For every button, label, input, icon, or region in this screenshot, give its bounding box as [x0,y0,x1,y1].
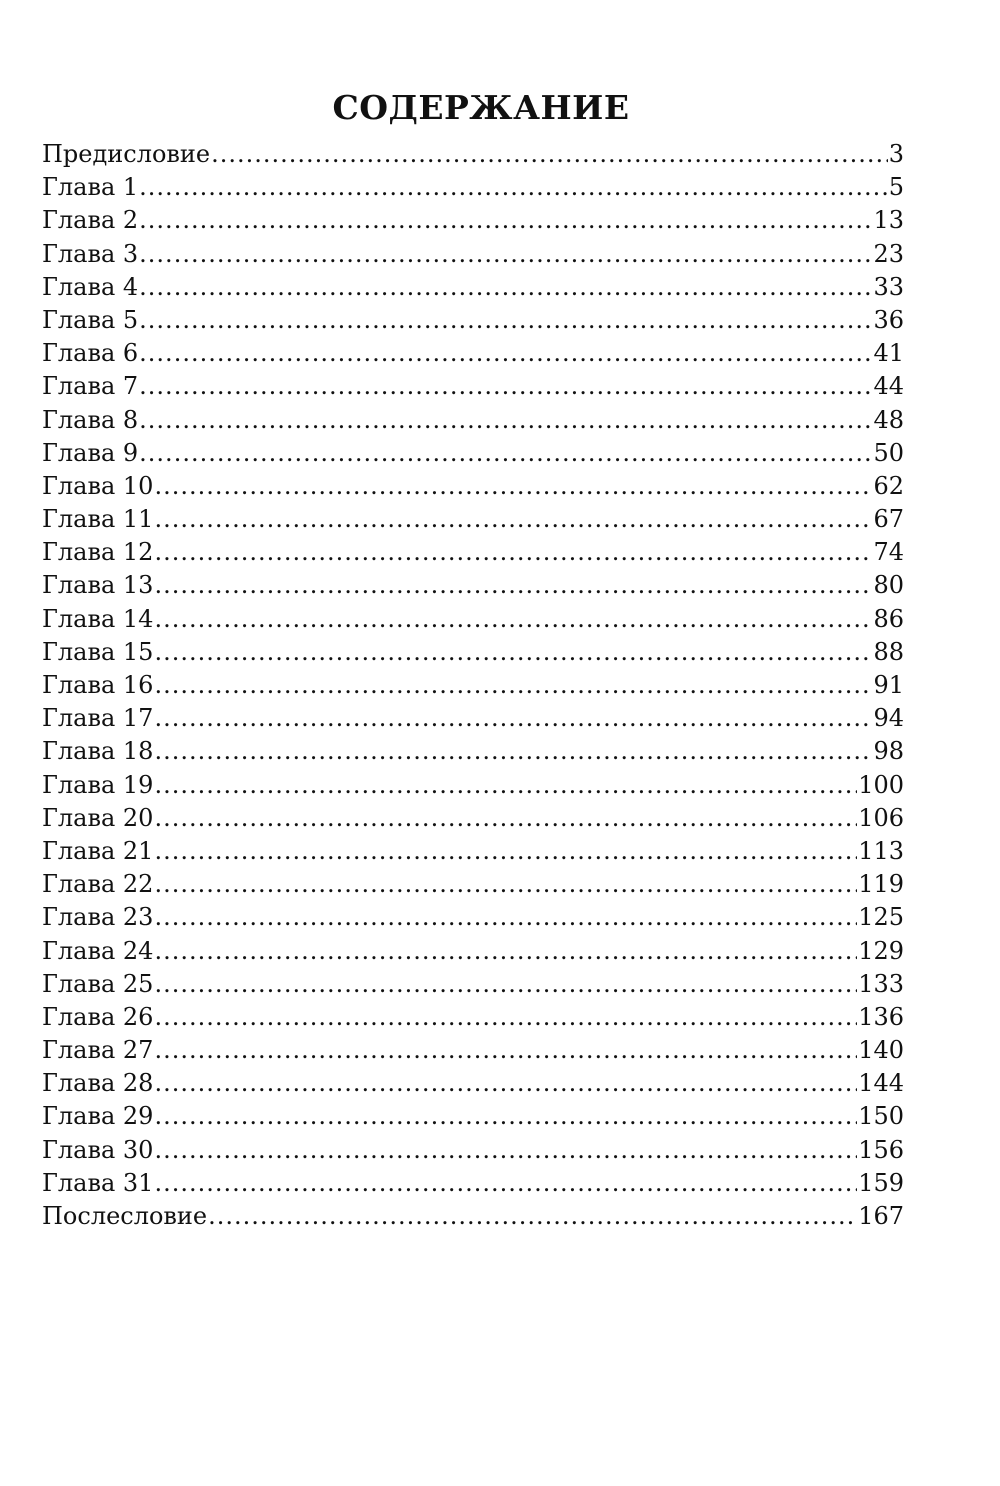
toc-entry-page-number: 44 [873,372,904,401]
toc-entry-page-number: 129 [858,936,904,965]
toc-entry [42,404,904,437]
toc-dot-leader [154,470,872,503]
toc-dot-leader [139,171,888,204]
toc-entry-label: Глава 17 [42,704,154,733]
toc-dot-leader [154,802,857,835]
toc-entry [42,1100,904,1133]
toc-entry-page-number: 62 [873,471,904,500]
toc-dot-leader [139,238,872,271]
toc-entry-label: Глава 21 [42,836,154,865]
toc-entry [42,901,904,934]
toc-entry [42,238,904,271]
toc-entry [42,1034,904,1067]
toc-entry-page-number: 86 [873,604,904,633]
toc-entry-label: Глава 10 [42,471,154,500]
toc-entry-page-number: 80 [873,571,904,600]
toc-entry-label: Глава 30 [42,1135,154,1164]
toc-dot-leader [154,1134,857,1167]
toc-entry-label: Глава 24 [42,936,154,965]
toc-entry [42,437,904,470]
toc-entry-page-number: 91 [873,671,904,699]
toc-entry-label: Послесловие [42,1202,208,1230]
toc-dot-leader [154,1100,857,1133]
toc-entry [42,370,904,403]
toc-dot-leader [154,1067,857,1100]
toc-dot-leader [139,337,872,370]
toc-dot-leader [154,503,872,536]
toc-entry-page-number: 144 [858,1069,904,1098]
toc-entry [42,1134,904,1167]
table-of-contents [42,138,904,1233]
toc-entry [42,702,904,735]
toc-entry-page-number: 156 [858,1135,904,1164]
toc-dot-leader [139,271,872,304]
toc-entry-page-number: 98 [873,737,904,766]
toc-entry [42,868,904,901]
toc-entry [42,470,904,503]
toc-dot-leader [154,1001,857,1034]
toc-entry [42,503,904,536]
toc-dot-leader [154,901,857,934]
toc-entry [42,271,904,304]
toc-entry-page-number: 13 [873,206,904,235]
toc-entry-page-number: 150 [858,1102,904,1131]
toc-dot-leader [139,304,872,337]
toc-entry-label: Глава 29 [42,1102,154,1131]
toc-entry-page-number: 41 [873,339,904,368]
toc-dot-leader [208,1200,857,1233]
toc-entry-label: Глава 28 [42,1069,154,1098]
toc-entry [42,968,904,1001]
toc-entry [42,1167,904,1200]
toc-entry-page-number: 88 [873,637,904,666]
toc-entry-label: Глава 14 [42,604,154,633]
toc-entry-page-number: 94 [873,704,904,733]
toc-entry-page-number: 140 [858,1036,904,1065]
toc-entry [42,1067,904,1100]
toc-entry [42,769,904,802]
toc-entry-page-number: 113 [858,836,904,865]
toc-entry-label: Глава 26 [42,1002,154,1031]
toc-entry-page-number: 48 [873,405,904,434]
toc-dot-leader [139,404,872,437]
toc-entry-page-number: 125 [858,903,904,932]
toc-entry [42,603,904,636]
toc-entry [42,835,904,868]
toc-dot-leader [154,569,872,602]
toc-entry-page-number: 100 [858,770,904,799]
toc-entry-label: Глава 23 [42,903,154,932]
toc-entry [42,337,904,370]
toc-entry [42,304,904,337]
toc-entry-label: Глава 27 [42,1036,154,1065]
toc-entry-label: Глава 16 [42,671,154,699]
toc-entry-page-number: 67 [873,505,904,534]
toc-entry [42,802,904,835]
toc-entry-label: Глава 5 [42,305,139,334]
toc-entry-page-number: 36 [873,305,904,334]
toc-dot-leader [139,370,872,403]
toc-entry [42,1200,904,1233]
toc-entry-label: Глава 25 [42,969,154,998]
toc-dot-leader [154,702,872,735]
toc-entry-label: Глава 4 [42,272,139,301]
toc-dot-leader [154,968,857,1001]
toc-entry [42,935,904,968]
toc-entry [42,569,904,602]
toc-dot-leader [154,636,872,669]
toc-entry-label: Глава 12 [42,538,154,567]
toc-entry-page-number: 136 [858,1002,904,1031]
toc-entry-label: Глава 22 [42,870,154,899]
toc-dot-leader [211,138,888,171]
toc-entry-label: Глава 1 [42,173,139,202]
toc-dot-leader [154,769,857,802]
toc-entry-page-number: 159 [858,1168,904,1197]
toc-dot-leader [154,669,872,702]
toc-entry-label: Глава 19 [42,770,154,799]
toc-entry-label: Глава 6 [42,339,139,368]
toc-entry-label: Глава 3 [42,239,139,268]
toc-entry-label: Глава 13 [42,571,154,600]
toc-entry-page-number: 133 [858,969,904,998]
toc-entry [42,204,904,237]
toc-entry [42,669,904,702]
toc-entry-label: Глава 8 [42,405,139,434]
toc-entry [42,536,904,569]
toc-entry-label: Глава 20 [42,803,154,832]
toc-entry [42,735,904,768]
toc-dot-leader [154,868,857,901]
toc-entry-page-number: 119 [858,870,904,899]
toc-entry-label: Глава 11 [42,505,154,534]
toc-entry-label: Предисловие [42,140,211,168]
toc-entry [42,171,904,204]
toc-entry-label: Глава 31 [42,1168,154,1197]
toc-entry-label: Глава 18 [42,737,154,766]
toc-dot-leader [154,935,857,968]
toc-entry-page-number: 167 [858,1202,904,1230]
toc-entry-label: Глава 9 [42,438,139,467]
toc-entry-label: Глава 7 [42,372,139,401]
page-title: СОДЕРЖАНИЕ [332,88,630,128]
toc-dot-leader [139,437,872,470]
toc-dot-leader [139,204,872,237]
toc-entry-page-number: 23 [873,239,904,268]
toc-dot-leader [154,1167,857,1200]
toc-dot-leader [154,1034,857,1067]
toc-dot-leader [154,835,857,868]
toc-entry-page-number: 3 [888,140,904,168]
toc-dot-leader [154,603,872,636]
toc-dot-leader [154,735,872,768]
toc-entry [42,138,904,171]
toc-entry-page-number: 5 [888,173,904,202]
toc-entry-page-number: 50 [873,438,904,467]
toc-entry-label: Глава 15 [42,637,154,666]
toc-entry-page-number: 106 [858,803,904,832]
toc-entry-label: Глава 2 [42,206,139,235]
toc-entry [42,1001,904,1034]
toc-entry-page-number: 74 [873,538,904,567]
toc-entry-page-number: 33 [873,272,904,301]
toc-dot-leader [154,536,872,569]
toc-entry [42,636,904,669]
